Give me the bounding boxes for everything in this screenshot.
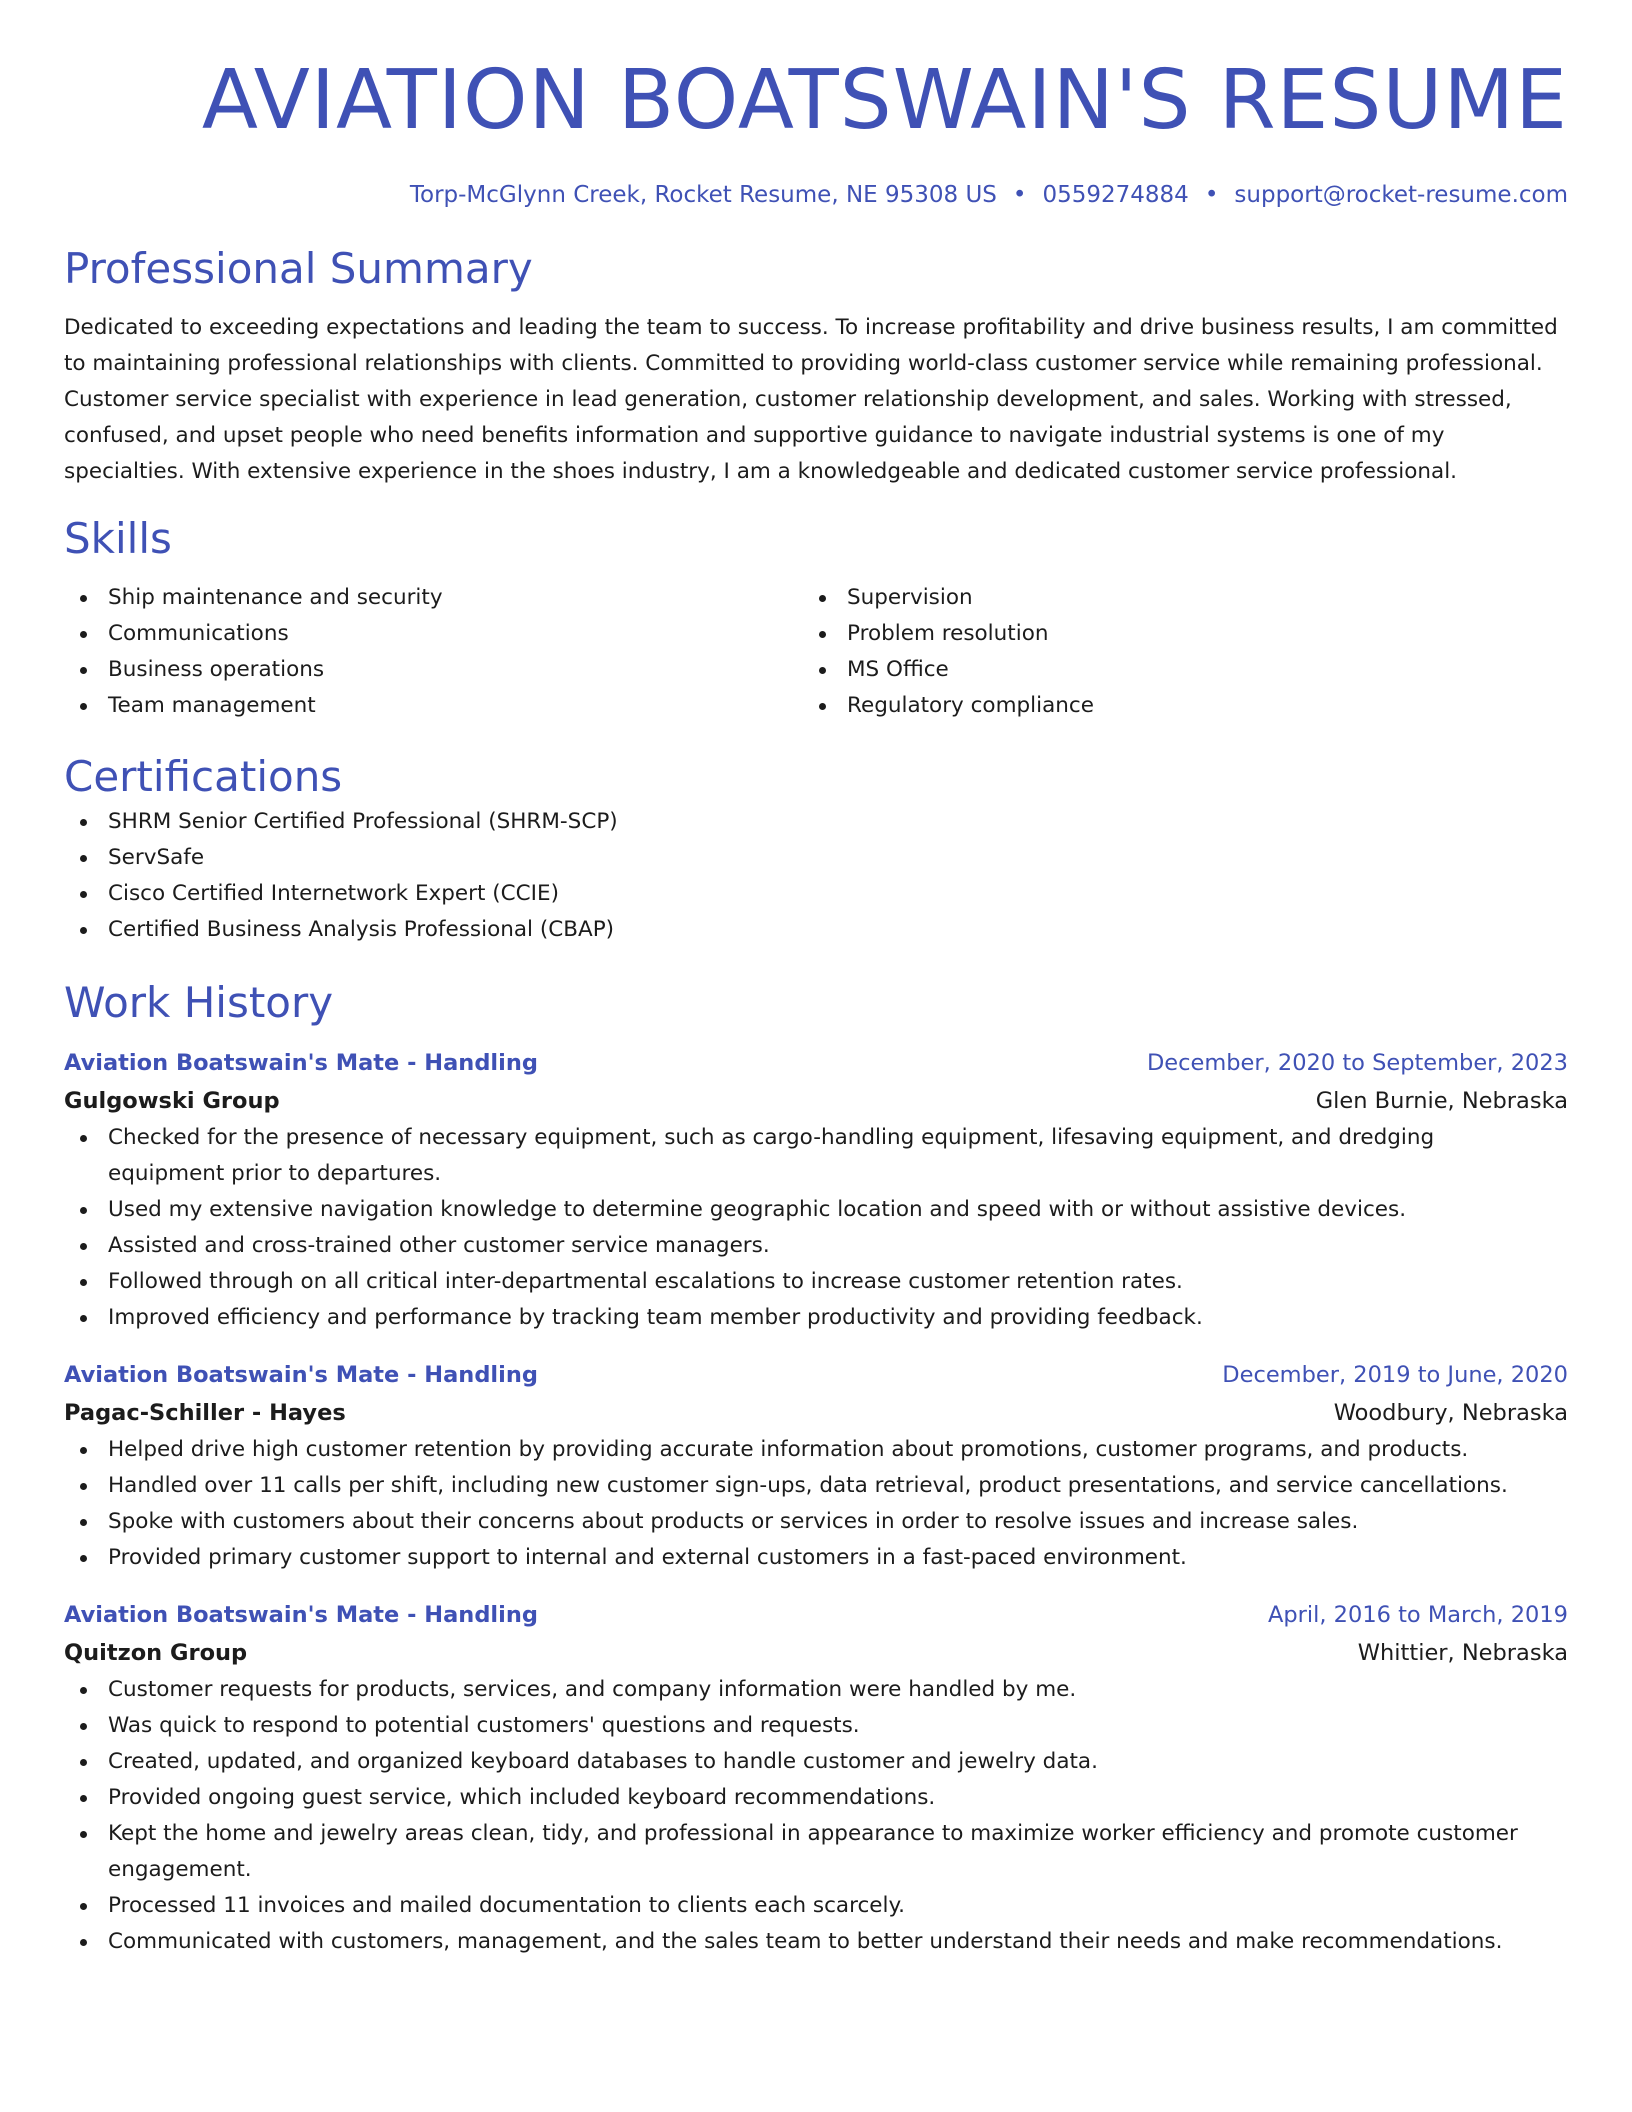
job-bullet: Created, updated, and organized keyboard databases to handle customer and jewelry data. <box>64 1744 1568 1780</box>
summary-text: Dedicated to exceeding expectations and leading the team to success. To increase profitability and drive business results, I am committed to maintaining professional relationships with clients. Committed to providing world-class customer service while remaining professional. Customer service specialist with experience in lead generation, customer relationship development, and sales. Working with stressed, confused, and upset people who need benefits information and supportive guidance to navigate industrial systems is one of my specialties. With extensive experience in the shoes industry, I am a knowledgeable and dedicated customer service professional. <box>64 315 1558 484</box>
skills-list-left <box>64 580 803 724</box>
skill-item: Problem resolution <box>803 616 1542 652</box>
job-company: Gulgowski Group <box>64 1088 280 1114</box>
job-bullet: Helped drive high customer retention by providing accurate information about promotions, customer programs, and products. <box>64 1432 1568 1468</box>
job-bullet: Checked for the presence of necessary equipment, such as cargo-handling equipment, lifesaving equipment, and dredging equipment prior to departures. <box>64 1120 1568 1192</box>
section-heading-certifications: Certifications <box>64 752 343 801</box>
job-company: Pagac-Schiller - Hayes <box>64 1400 346 1426</box>
section-heading-work-history: Work History <box>64 978 334 1027</box>
job-bullets <box>64 1120 1568 1336</box>
skill-item: Supervision <box>803 580 1542 616</box>
job-bullet: Spoke with customers about their concerns about products or services in order to resolve issues and increase sales. <box>64 1504 1568 1540</box>
resume-title: AVIATION BOATSWAIN'S RESUME <box>201 53 1568 148</box>
job-bullets <box>64 1672 1568 1960</box>
job-location: Glen Burnie, Nebraska <box>1315 1088 1568 1114</box>
job-bullet: Assisted and cross-trained other customer service managers. <box>64 1228 1568 1264</box>
job-company-row <box>64 1082 1568 1120</box>
job-title-row <box>64 1356 1568 1394</box>
job-bullet: Used my extensive navigation knowledge to determine geographic location and speed with or without assistive devices. <box>64 1192 1568 1228</box>
work-history-section <box>64 976 1568 1960</box>
skills-list-right <box>803 580 1542 724</box>
contact-line <box>64 178 1568 212</box>
skills-section <box>64 512 1568 724</box>
job-dates: December, 2020 to September, 2023 <box>1146 1050 1568 1076</box>
contact-address: Torp-McGlynn Creek, Rocket Resume, NE 95308 US <box>409 182 997 208</box>
job-bullet: Communicated with customers, management, and the sales team to better understand their needs and make recommendations. <box>64 1924 1568 1960</box>
certification-item: SHRM Senior Certified Professional (SHRM-SCP) <box>64 804 1568 840</box>
job-bullet: Processed 11 invoices and mailed documentation to clients each scarcely. <box>64 1888 1568 1924</box>
skill-item: Ship maintenance and security <box>64 580 803 616</box>
job-company-row <box>64 1394 1568 1432</box>
job-bullet: Customer requests for products, services, and company information were handled by me. <box>64 1672 1568 1708</box>
job-bullet: Handled over 11 calls per shift, including new customer sign-ups, data retrieval, product presentations, and service cancellations. <box>64 1468 1568 1504</box>
job-title: Aviation Boatswain's Mate - Handling <box>64 1602 538 1628</box>
job-location: Whittier, Nebraska <box>1357 1640 1568 1666</box>
professional-summary-section <box>64 242 1568 490</box>
job-dates: April, 2016 to March, 2019 <box>1267 1602 1568 1628</box>
skill-item: MS Office <box>803 652 1542 688</box>
skill-item: Communications <box>64 616 803 652</box>
job-title-row <box>64 1596 1568 1634</box>
job-entry <box>64 1356 1568 1576</box>
contact-separator: • <box>1012 182 1027 208</box>
certification-item: Cisco Certified Internetwork Expert (CCIE) <box>64 876 1568 912</box>
contact-separator: • <box>1204 182 1219 208</box>
section-heading-summary: Professional Summary <box>64 244 533 293</box>
job-company-row <box>64 1634 1568 1672</box>
job-entry <box>64 1044 1568 1336</box>
job-entry <box>64 1596 1568 1960</box>
job-bullet: Provided primary customer support to internal and external customers in a fast-paced environment. <box>64 1540 1568 1576</box>
job-bullet: Kept the home and jewelry areas clean, tidy, and professional in appearance to maximize worker efficiency and promote customer engagement. <box>64 1816 1568 1888</box>
job-dates: December, 2019 to June, 2020 <box>1222 1362 1568 1388</box>
certification-item: Certified Business Analysis Professional (CBAP) <box>64 912 1568 948</box>
skills-grid <box>64 580 1568 724</box>
job-bullets <box>64 1432 1568 1576</box>
job-location: Woodbury, Nebraska <box>1333 1400 1568 1426</box>
job-bullet: Improved efficiency and performance by tracking team member productivity and providing feedback. <box>64 1300 1568 1336</box>
job-title: Aviation Boatswain's Mate - Handling <box>64 1050 538 1076</box>
job-company: Quitzon Group <box>64 1640 248 1666</box>
certification-item: ServSafe <box>64 840 1568 876</box>
job-bullet: Provided ongoing guest service, which included keyboard recommendations. <box>64 1780 1568 1816</box>
job-bullet: Followed through on all critical inter-departmental escalations to increase customer retention rates. <box>64 1264 1568 1300</box>
certifications-section <box>64 750 1568 948</box>
skill-item: Business operations <box>64 652 803 688</box>
skill-item: Regulatory compliance <box>803 688 1542 724</box>
job-title-row <box>64 1044 1568 1082</box>
certifications-list <box>64 804 1568 948</box>
job-bullet: Was quick to respond to potential customers' questions and requests. <box>64 1708 1568 1744</box>
contact-phone: 0559274884 <box>1042 182 1189 208</box>
contact-email: support@rocket-resume.com <box>1234 182 1568 208</box>
resume-header <box>64 52 1568 212</box>
skill-item: Team management <box>64 688 803 724</box>
job-title: Aviation Boatswain's Mate - Handling <box>64 1362 538 1388</box>
section-heading-skills: Skills <box>64 514 172 563</box>
